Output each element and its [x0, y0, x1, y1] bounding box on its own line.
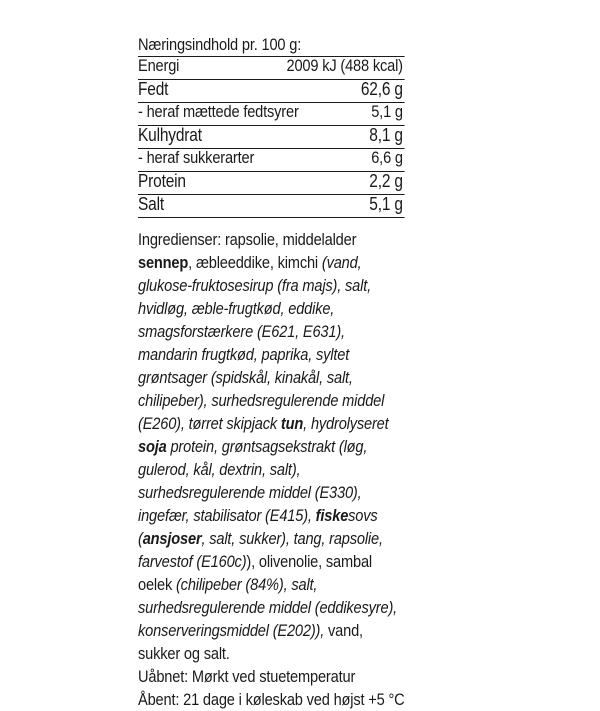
nutrient-name: Fedt [138, 79, 169, 99]
nutrition-label [138, 24, 405, 711]
nutrient-name: Kulhydrat [138, 125, 202, 145]
storage-opened: Åbent: 21 dage i køleskab ved højst +5 °C [138, 690, 405, 709]
allergen-soy: soja [138, 437, 167, 456]
ingredients-text: ), olivenolie, sambal oelek [138, 552, 373, 594]
ingredients-kimchi-detail: (vand, glukose-fruktosesirup (fra majs), salt, hvidløg, æble-frugtkød, eddike, smagsforstærkere (E621, E631), mandarin frugtkød, paprika, syltet grøntsager (spidskål, kinakål, salt, chilipeber), surhedsregulerende middel (E260), tørret skipjack tun, hydrolyseret soja protein, grøntsagsekstrakt (løg, gulerod, kål, dextrin, salt), surhedsregulerende middel (E330), ingefær, stabilisator (E415), fiskesovs (ansjoser, salt, sukker), tang, rapsolie, farvestof (E160c) [138, 253, 389, 571]
allergen-mustard: sennep [138, 253, 189, 272]
nutrition-table [138, 56, 405, 218]
ingredients-list [138, 228, 405, 665]
nutrient-name: Energi [138, 56, 180, 75]
nutrition-row-protein [138, 172, 405, 195]
nutrition-row-salt [138, 195, 405, 218]
nutrient-value: 8,1 g [369, 125, 403, 145]
ingredients-sambal-detail: (chilipeber (84%), salt, surhedsregulerende middel (eddikesyre), konserveringsmiddel (E202)), [138, 575, 398, 640]
ingredients-text: , æbleeddike, kimchi [188, 253, 322, 272]
ingredients-text: Ingredienser: rapsolie, middelalder [138, 230, 357, 249]
ingredients-text: vand, sukker og salt. [138, 621, 363, 663]
allergen-tuna: tun [280, 414, 304, 433]
nutrient-name: Protein [138, 171, 186, 191]
nutrition-title: Næringsindhold pr. 100 g: [138, 35, 302, 54]
storage-unopened: Uåbnet: Mørkt ved stuetemperatur [138, 667, 356, 686]
nutrient-name: Salt [138, 194, 164, 214]
nutrient-name: - heraf mættede fedtsyrer [138, 102, 299, 121]
allergen-anchovies: ansjoser [142, 529, 202, 548]
nutrient-value: 2009 kJ (488 kcal) [286, 56, 403, 75]
allergen-fish: fiske [315, 506, 349, 525]
nutrient-value: 5,1 g [369, 194, 403, 214]
nutrient-value: 6,6 g [371, 148, 403, 167]
nutrient-value: 2,2 g [369, 171, 403, 191]
nutrient-value: 62,6 g [360, 79, 403, 99]
nutrient-value: 5,1 g [371, 102, 403, 121]
nutrient-name: - heraf sukkerarter [138, 148, 255, 167]
